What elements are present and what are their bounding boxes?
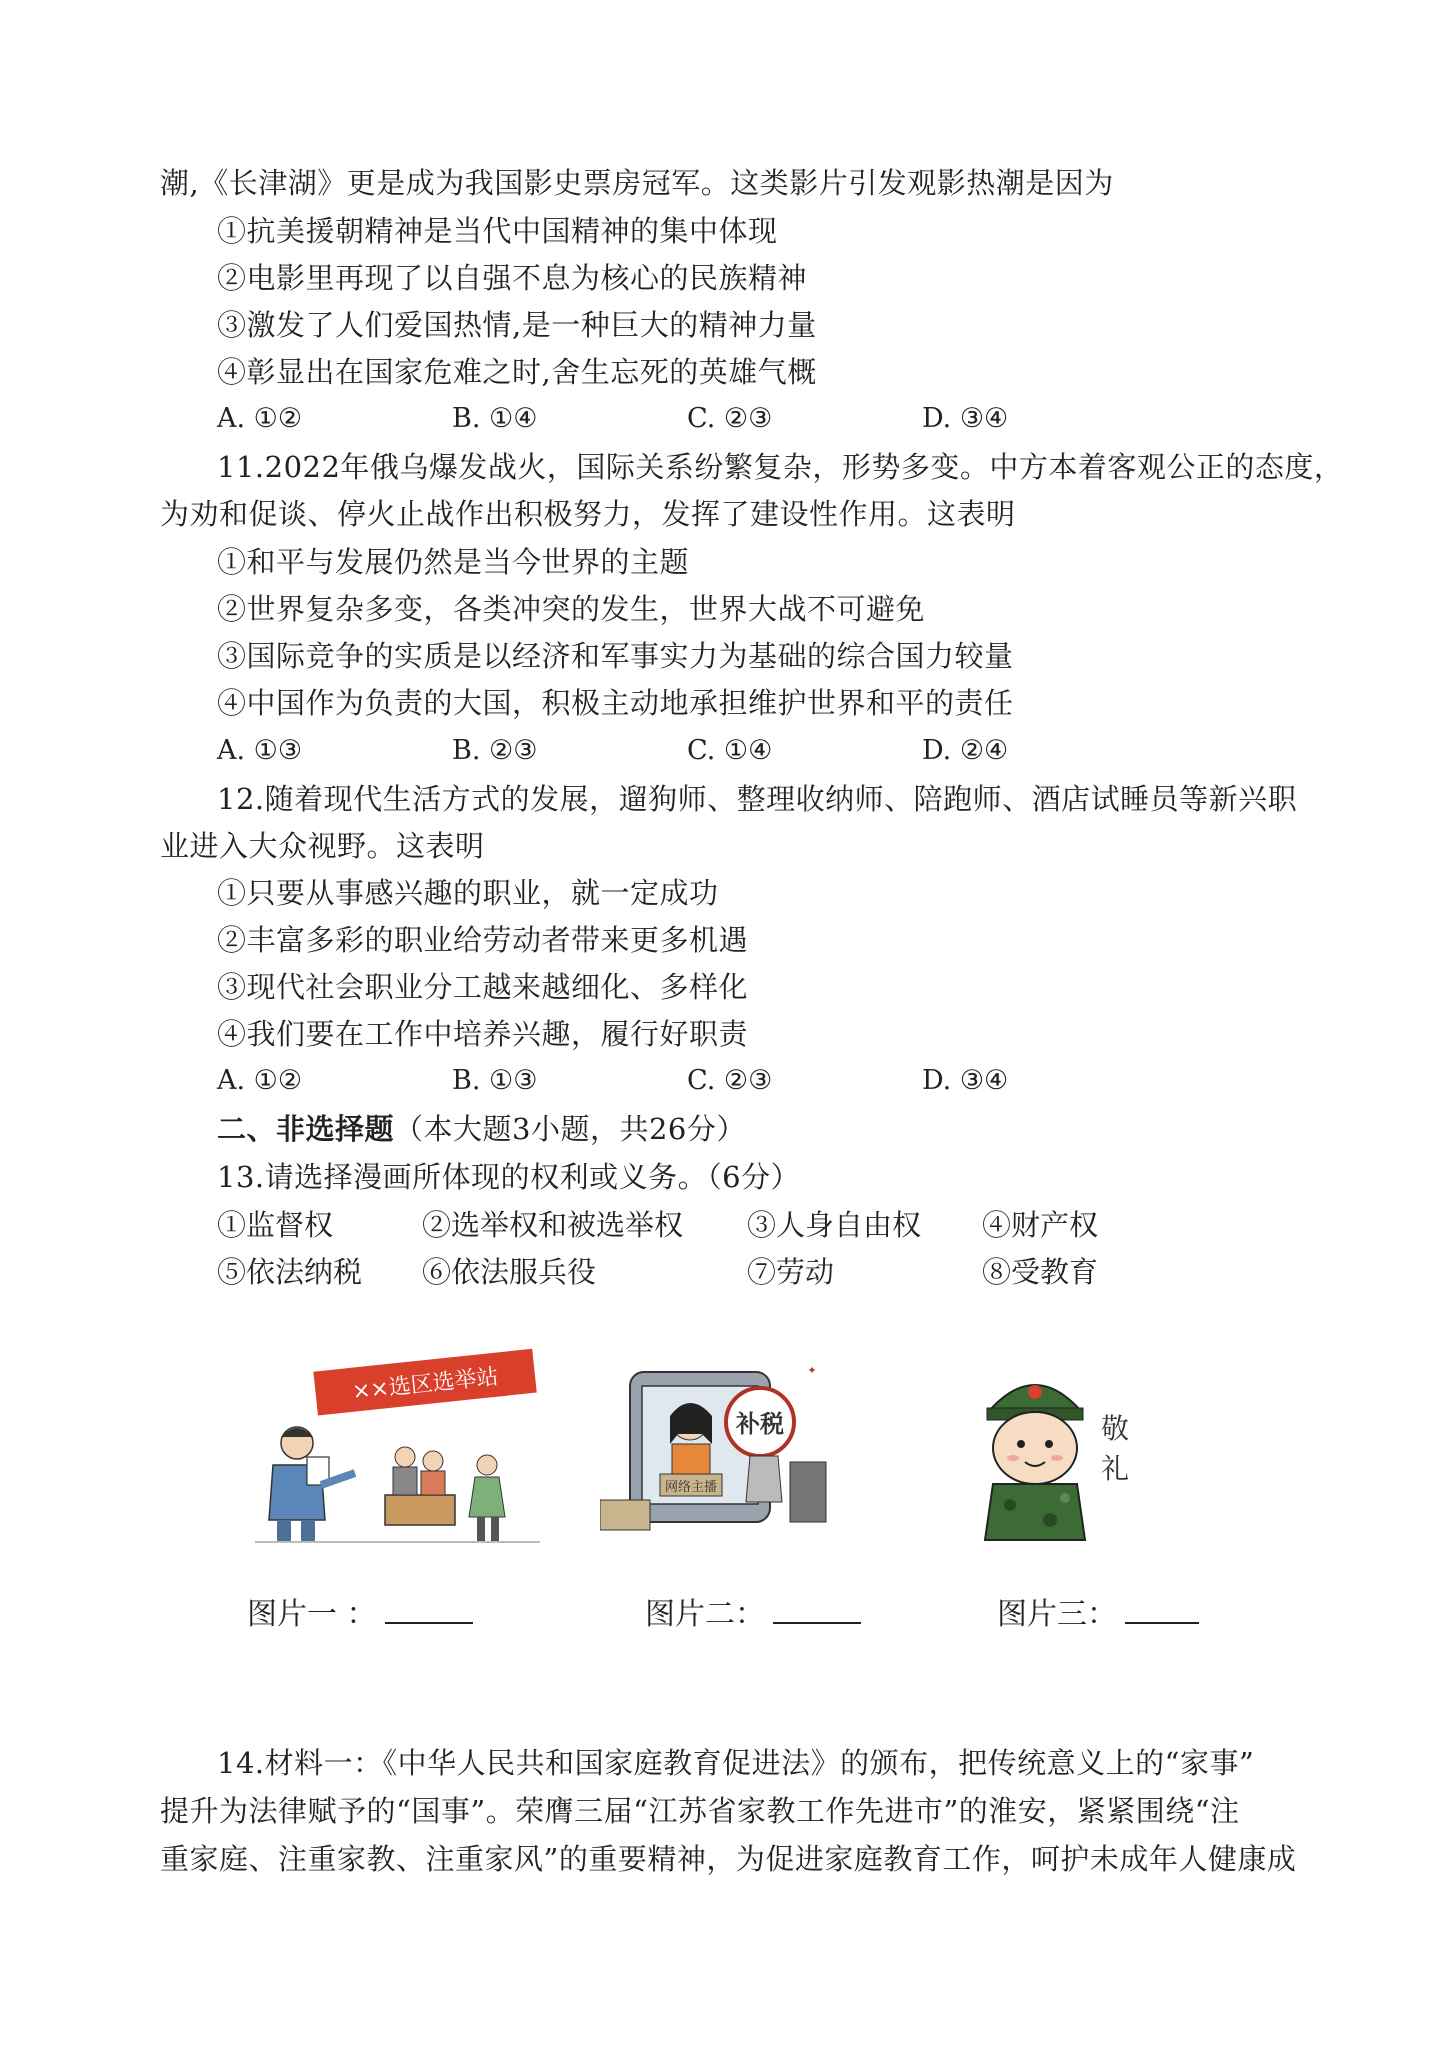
q10-option-a[interactable]: A. ①② <box>217 403 303 434</box>
caption-picture-3-label: 图片三： <box>997 1597 1117 1632</box>
answer-blank-1[interactable] <box>385 1592 473 1624</box>
salute-speech-2: 礼 <box>1100 1452 1130 1485</box>
tax-stamp-text: 补税 <box>736 1410 784 1438</box>
q14-line2: 提升为法律赋予的“国事”。荣膺三届“江苏省家教工作先进市”的淮安，紧紧围绕“注 <box>160 1794 1240 1828</box>
q11-item-4: ④中国作为负责的大国，积极主动地承担维护世界和平的责任 <box>217 686 1014 720</box>
streamer-label: 网络主播 <box>664 1480 718 1495</box>
q12-option-b[interactable]: B. ①③ <box>452 1065 538 1096</box>
election-banner-text: ××选区选举站 <box>350 1364 500 1405</box>
cartoon-streamer-tax <box>600 1352 845 1537</box>
q11-option-c[interactable]: C. ①④ <box>687 735 773 766</box>
q10-item-3: ③激发了人们爱国热情,是一种巨大的精神力量 <box>217 308 817 342</box>
q12-options <box>217 1062 1117 1100</box>
q13-choice-5: ⑤依法纳税 <box>217 1255 363 1289</box>
q11-item-1: ①和平与发展仍然是当今世界的主题 <box>217 545 690 579</box>
q11-item-2: ②世界复杂多变，各类冲突的发生，世界大战不可避免 <box>217 592 926 626</box>
q13-choice-7: ⑦劳动 <box>747 1255 835 1289</box>
q11-option-a[interactable]: A. ①③ <box>217 735 303 766</box>
q13-stem: 13.请选择漫画所体现的权利或义务。（6分） <box>217 1160 801 1194</box>
q12-option-d[interactable]: D. ③④ <box>922 1065 1009 1096</box>
q11-option-b[interactable]: B. ②③ <box>452 735 538 766</box>
q12-item-2: ②丰富多彩的职业给劳动者带来更多机遇 <box>217 923 749 957</box>
answer-blank-3[interactable] <box>1125 1592 1199 1624</box>
q10-option-d[interactable]: D. ③④ <box>922 403 1009 434</box>
q13-choice-8: ⑧受教育 <box>982 1255 1099 1289</box>
tax-tag-icon: ✦ <box>807 1364 817 1377</box>
q10-options <box>217 400 1117 438</box>
q14-line3: 重家庭、注重家教、注重家风”的重要精神，为促进家庭教育工作，呵护未成年人健康成 <box>160 1842 1297 1876</box>
salute-speech-1: 敬 <box>1100 1412 1130 1445</box>
q12-stem-line1: 12.随着现代生活方式的发展，遛狗师、整理收纳师、陪跑师、酒店试睡员等新兴职 <box>217 782 1298 816</box>
cartoon-soldier-salute <box>975 1360 1145 1545</box>
answer-blank-2[interactable] <box>773 1592 861 1624</box>
q12-stem-line2: 业进入大众视野。这表明 <box>160 829 485 863</box>
q10-item-1: ①抗美援朝精神是当代中国精神的集中体现 <box>217 214 778 248</box>
caption-picture-2-label: 图片二： <box>645 1597 765 1632</box>
q10-item-4: ④彰显出在国家危难之时,舍生忘死的英雄气概 <box>217 355 817 389</box>
section-2-heading <box>217 1110 746 1148</box>
q13-choices-row2 <box>217 1253 1217 1291</box>
q13-choice-4: ④财产权 <box>982 1208 1099 1242</box>
q11-stem-line2: 为劝和促谈、停火止战作出积极努力，发挥了建设性作用。这表明 <box>160 497 1016 531</box>
section-2-note: （本大题3小题，共26分） <box>394 1112 746 1146</box>
q10-stem: 潮,《长津湖》更是成为我国影史票房冠军。这类影片引发观影热潮是因为 <box>160 166 1114 200</box>
q13-choice-1: ①监督权 <box>217 1208 334 1242</box>
q11-options <box>217 732 1117 770</box>
caption-picture-1-label: 图片一 ： <box>247 1597 377 1632</box>
q11-option-d[interactable]: D. ②④ <box>922 735 1009 766</box>
cartoon-election-station <box>255 1345 540 1545</box>
q12-item-1: ①只要从事感兴趣的职业，就一定成功 <box>217 876 719 910</box>
q12-item-3: ③现代社会职业分工越来越细化、多样化 <box>217 970 749 1004</box>
q13-choice-2: ②选举权和被选举权 <box>422 1208 684 1242</box>
q13-choice-3: ③人身自由权 <box>747 1208 922 1242</box>
q13-choices-row1 <box>217 1206 1217 1244</box>
q12-option-a[interactable]: A. ①② <box>217 1065 303 1096</box>
caption-picture-1 <box>247 1592 473 1635</box>
caption-picture-3 <box>997 1592 1199 1635</box>
q13-choice-6: ⑥依法服兵役 <box>422 1255 597 1289</box>
q10-option-c[interactable]: C. ②③ <box>687 403 773 434</box>
q14-line1: 14.材料一：《中华人民共和国家庭教育促进法》的颁布，把传统意义上的“家事” <box>217 1746 1255 1780</box>
q12-item-4: ④我们要在工作中培养兴趣，履行好职责 <box>217 1017 749 1051</box>
q10-item-2: ②电影里再现了以自强不息为核心的民族精神 <box>217 261 808 295</box>
caption-picture-2 <box>645 1592 861 1635</box>
q10-option-b[interactable]: B. ①④ <box>452 403 538 434</box>
star-icon <box>1028 1385 1042 1399</box>
section-2-title: 二、非选择题 <box>217 1112 395 1146</box>
q11-stem-line1: 11.2022年俄乌爆发战火，国际关系纷繁复杂，形势多变。中方本着客观公正的态度， <box>217 450 1344 484</box>
q11-item-3: ③国际竞争的实质是以经济和军事实力为基础的综合国力较量 <box>217 639 1014 673</box>
q12-option-c[interactable]: C. ②③ <box>687 1065 773 1096</box>
